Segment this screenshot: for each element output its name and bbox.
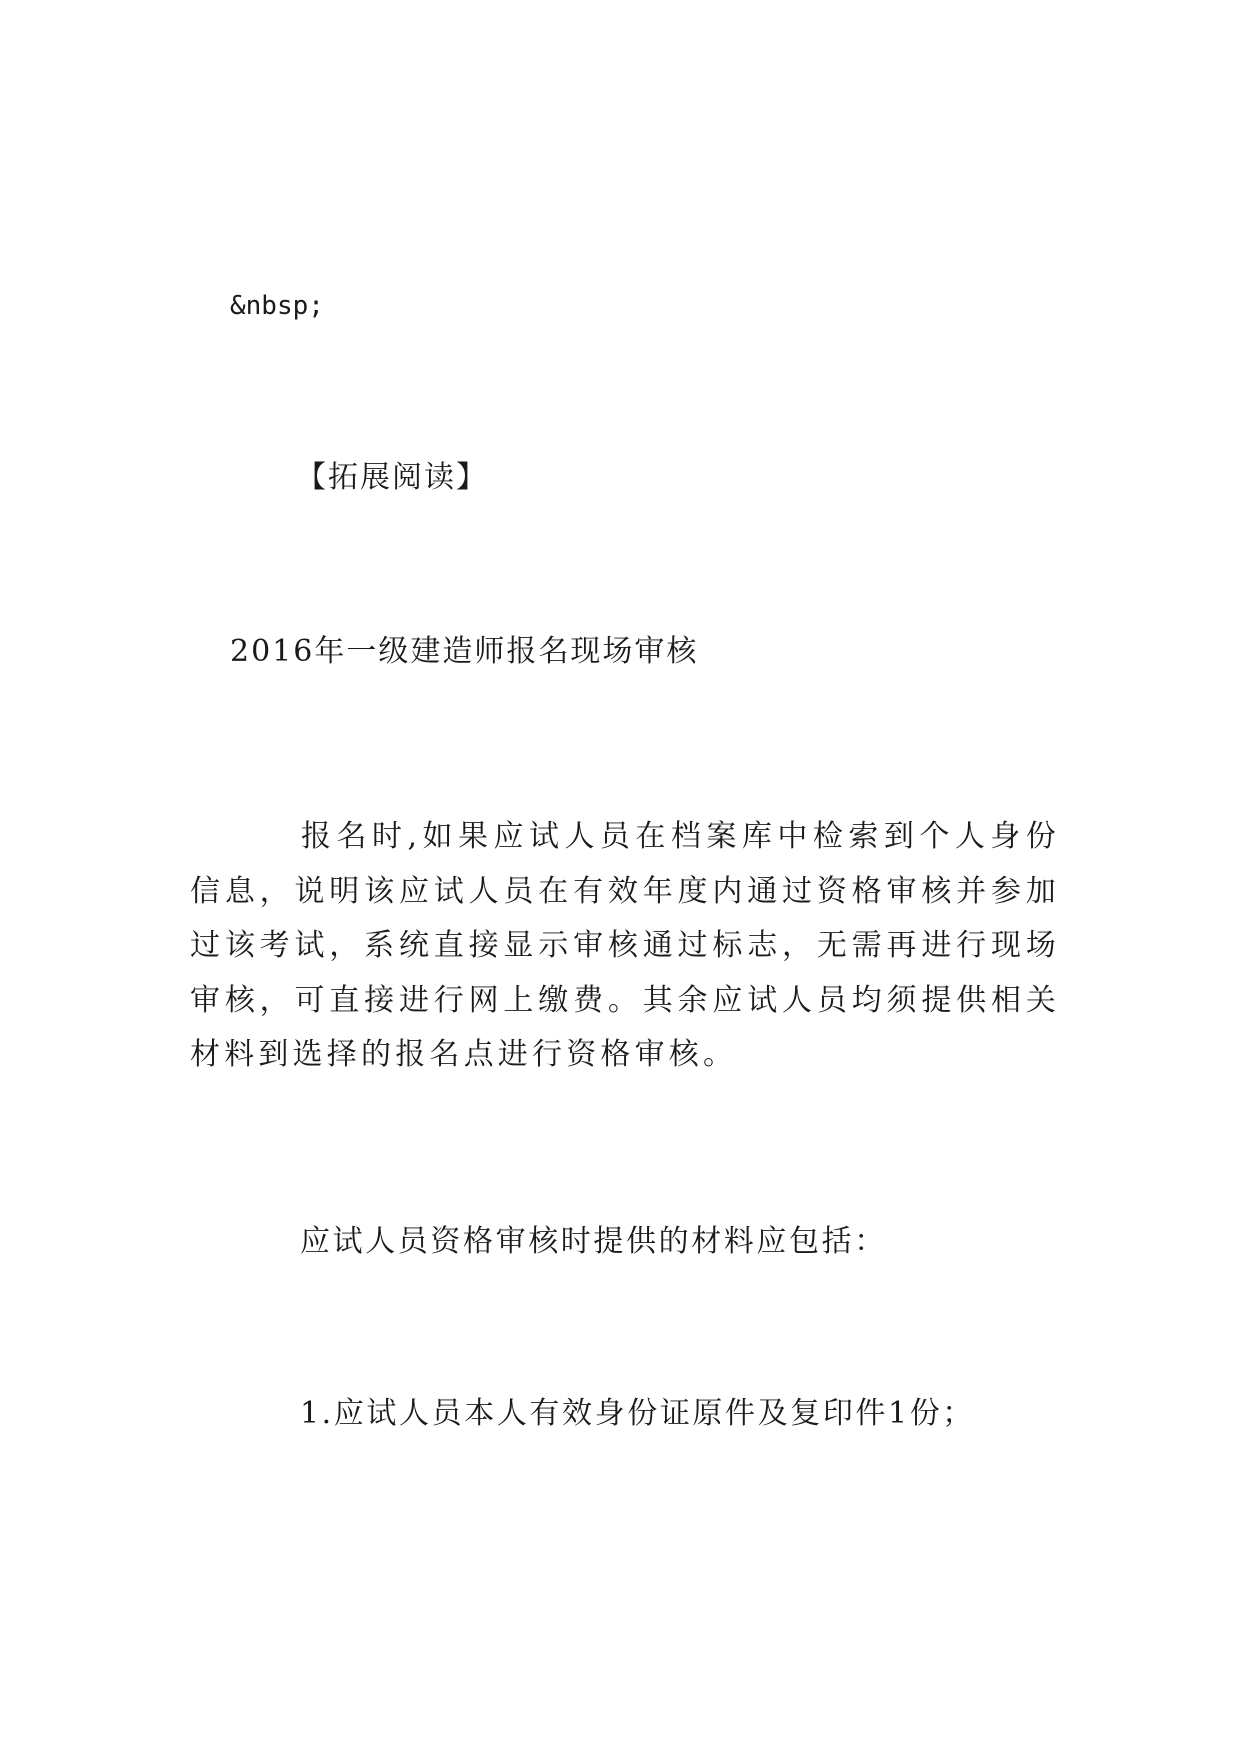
body-paragraph: 报名时,如果应试人员在档案库中检索到个人身份信息，说明该应试人员在有效年度内通过资格审核并参加过该考试，系统直接显示审核通过标志，无需再进行现场审核，可直接进行网上缴费。其余应试人员均须提供相关材料到选择的报名点进行资格审核。	[190, 819, 1060, 1072]
section-heading: 【拓展阅读】	[296, 460, 488, 495]
list-item: 1.应试人员本人有效身份证原件及复印件1份；	[300, 1396, 975, 1431]
article-subtitle: 2016年一级建造师报名现场审核	[230, 634, 699, 669]
html-entity-text: &nbsp;	[230, 291, 324, 321]
materials-intro: 应试人员资格审核时提供的材料应包括：	[300, 1224, 887, 1259]
